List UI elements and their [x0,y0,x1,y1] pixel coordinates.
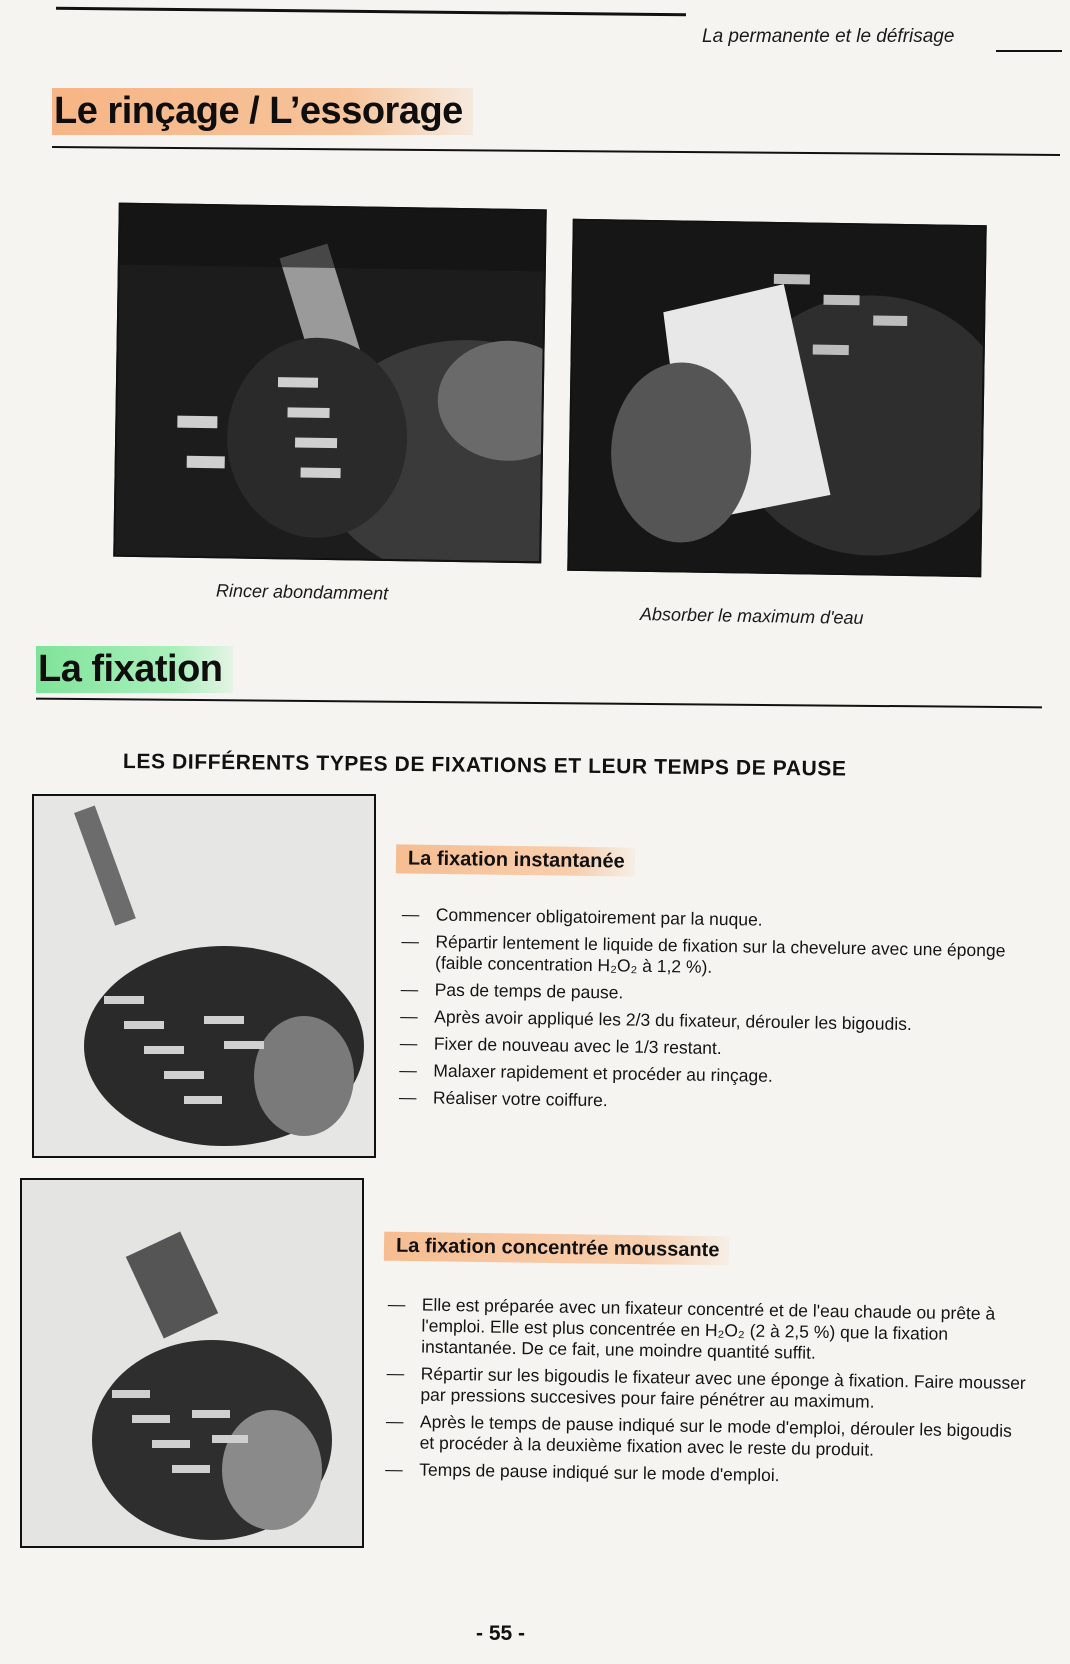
list-item: — Répartir sur les bigoudis le fixateur avec une éponge à fixation. Faire mousser par pressions succesives pour faire pénétrer au maximum. [386,1363,1027,1415]
photo-fixation-foam [20,1178,364,1548]
photo-rinsing [113,203,547,564]
section1-rule [52,146,1060,156]
section2-rule [36,698,1042,709]
running-header: La permanente et le défrisage [702,26,955,47]
list-item: — Après le temps de pause indiqué sur le mode d'emploi, dérouler les bigoudis et procéder à la deuxième fixation avec le reste du produit. [386,1411,1027,1463]
caption-rinsing: Rincer abondamment [215,580,389,604]
foam-fixation-title: La fixation concentrée moussante [384,1232,730,1266]
instant-fixation-list [399,904,1042,1124]
photo-towel-absorb [567,219,986,577]
header-rule-left [56,7,686,17]
list-item: — Commencer obligatoirement par la nuque. [402,904,1042,935]
list-item: — Après avoir appliqué les 2/3 du fixateur, dérouler les bigoudis. [400,1006,1040,1037]
header-rule-right [996,50,1062,52]
page-number: - 55 - [476,1622,526,1645]
fixation-types-heading: LES DIFFÉRENTS TYPES DE FIXATIONS ET LEUR TEMPS DE PAUSE [122,750,847,781]
list-item: — Temps de pause indiqué sur le mode d'emploi. [385,1459,1025,1490]
section-title-fixation: La fixation [36,646,233,693]
caption-absorb: Absorber le maximum d'eau [639,604,864,628]
list-item: — Malaxer rapidement et procéder au rinçage. [399,1060,1039,1091]
list-item: — Réaliser votre coiffure. [399,1087,1039,1118]
list-item: — Elle est préparée avec un fixateur concentré et de l'eau chaude ou prête à l'emploi. Elle est plus concentrée en H₂O₂ (2 à 2,5 %) que la fixation instantanée. De ce fait, une moindre quantité suffit. [387,1294,1028,1367]
instant-fixation-title: La fixation instantanée [396,844,635,876]
list-item: — Répartir lentement le liquide de fixation sur la chevelure avec une éponge (faible concentration H₂O₂ à 1,2 %). [401,931,1042,983]
list-item: — Pas de temps de pause. [400,979,1040,1010]
photo-fixation-instant [32,794,376,1158]
foam-fixation-list [385,1294,1028,1496]
list-item: — Fixer de nouveau avec le 1/3 restant. [400,1033,1040,1064]
section-title-rincage: Le rinçage / L’essorage [52,88,473,135]
